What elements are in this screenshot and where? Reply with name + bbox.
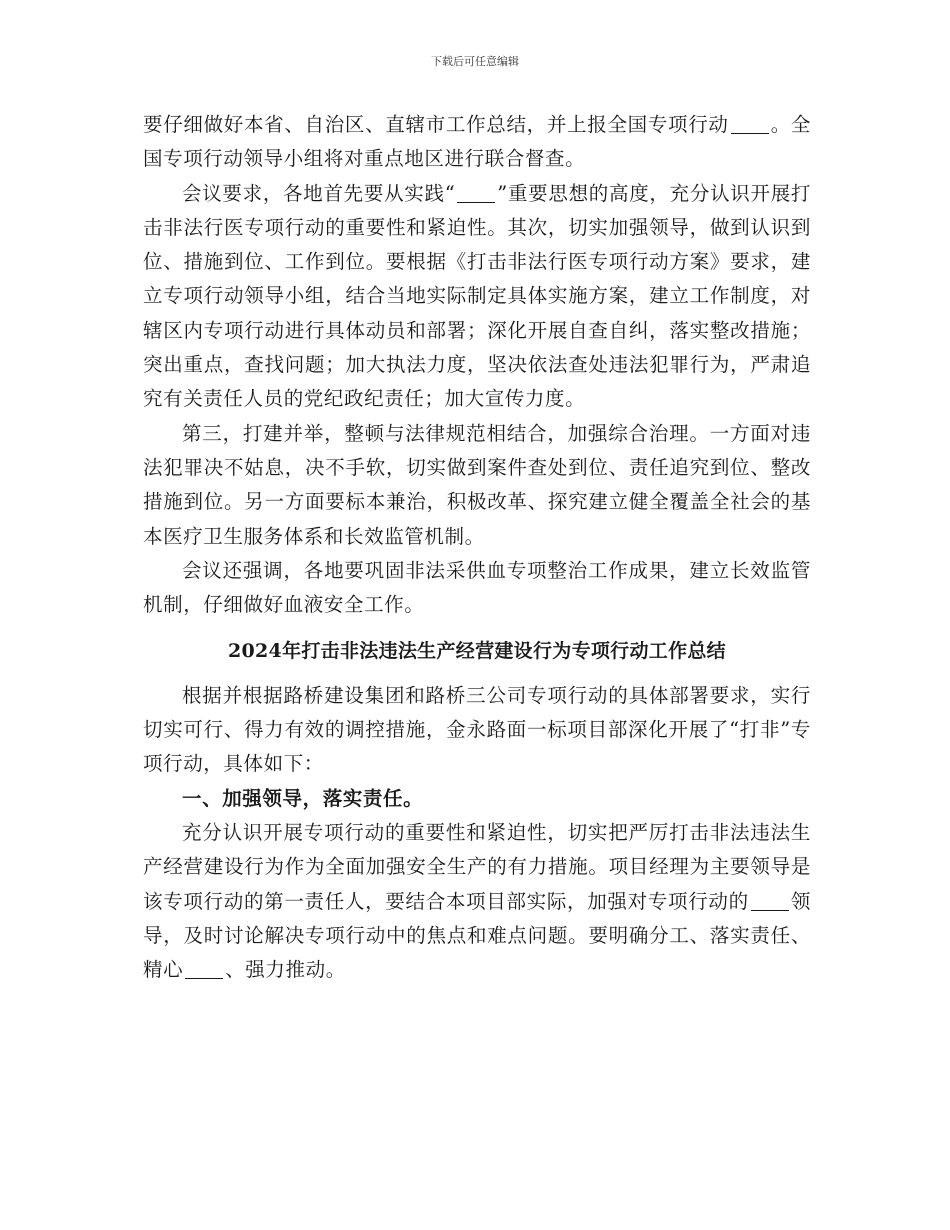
paragraph-2-text-b: ”重要思想的高度，充分认识开展打击非法行医专项行动的重要性和紧迫性。其次，切实加强领导，做到认识到位、措施到位、工作到位。要根据《打击非法行医专项行动方案》要求，建立专项行动领导小组，结合当地实际制定具体实施方案，建立工作制度，对辖区内专项行动进行具体动员和部署；深化开展自查自纠，落实整改措施；突出重点，查找问题；加大执法力度，坚决依法查处违法犯罪行为，严肃追究有关责任人员的党纪政纪责任；加大宣传力度。 [143, 181, 811, 411]
section-paragraph-2-text-b: 领导，及时讨论解决专项行动中的焦点和难点问题。要明确分工、落实责任、精心 [143, 889, 811, 982]
section-heading-1: 一、加强领导，落实责任。 [182, 786, 424, 810]
section-paragraph-2-text-a: 充分认识开展专项行动的重要性和紧迫性，切实把严厉打击非法违法生产经营建设行为作为全面加强安全生产的有力措施。项目经理为主要领导是该专项行动的第一责任人，要结合本项目部实际，加强对专项行动的 [143, 820, 811, 913]
paragraph-1 [143, 108, 811, 177]
fill-blank [751, 890, 789, 911]
section-paragraph-2-text-c: 、强力推动。 [225, 958, 346, 982]
document-body [143, 108, 811, 987]
fill-blank [457, 182, 495, 203]
paragraph-1-text-b: 。全国专项行动领导小组将对重点地区进行联合督查。 [143, 113, 811, 171]
page-header-note: 下载后可任意编辑 [431, 55, 519, 68]
fill-blank [731, 113, 769, 134]
fill-blank [185, 958, 223, 979]
paragraph-3: 第三，打建并举，整顿与法律规范相结合，加强综合治理。一方面对违法犯罪决不姑息，决不手软，切实做到案件查处到位、责任追究到位、整改措施到位。另一方面要标本兼治，积极改革、探究建立健全覆盖全社会的基本医疗卫生服务体系和长效监管机制。 [143, 421, 811, 548]
paragraph-1-text-a: 要仔细做好本省、自治区、直辖市工作总结，并上报全国专项行动 [143, 113, 729, 136]
section-title: 2024年打击非法违法生产经营建设行为专项行动工作总结 [228, 640, 726, 663]
paragraph-2-text-a: 会议要求，各地首先要从实践“ [182, 181, 456, 205]
section-paragraph-2 [143, 816, 811, 987]
paragraph-4: 会议还强调，各地要巩固非法采供血专项整治工作成果，建立长效监管机制，仔细做好血液安全工作。 [143, 558, 811, 617]
paragraph-2 [143, 177, 811, 417]
section-paragraph-1: 根据并根据路桥建设集团和路桥三公司专项行动的具体部署要求，实行切实可行、得力有效的调控措施，金永路面一标项目部深化开展了“打非”专项行动，具体如下： [143, 683, 811, 776]
